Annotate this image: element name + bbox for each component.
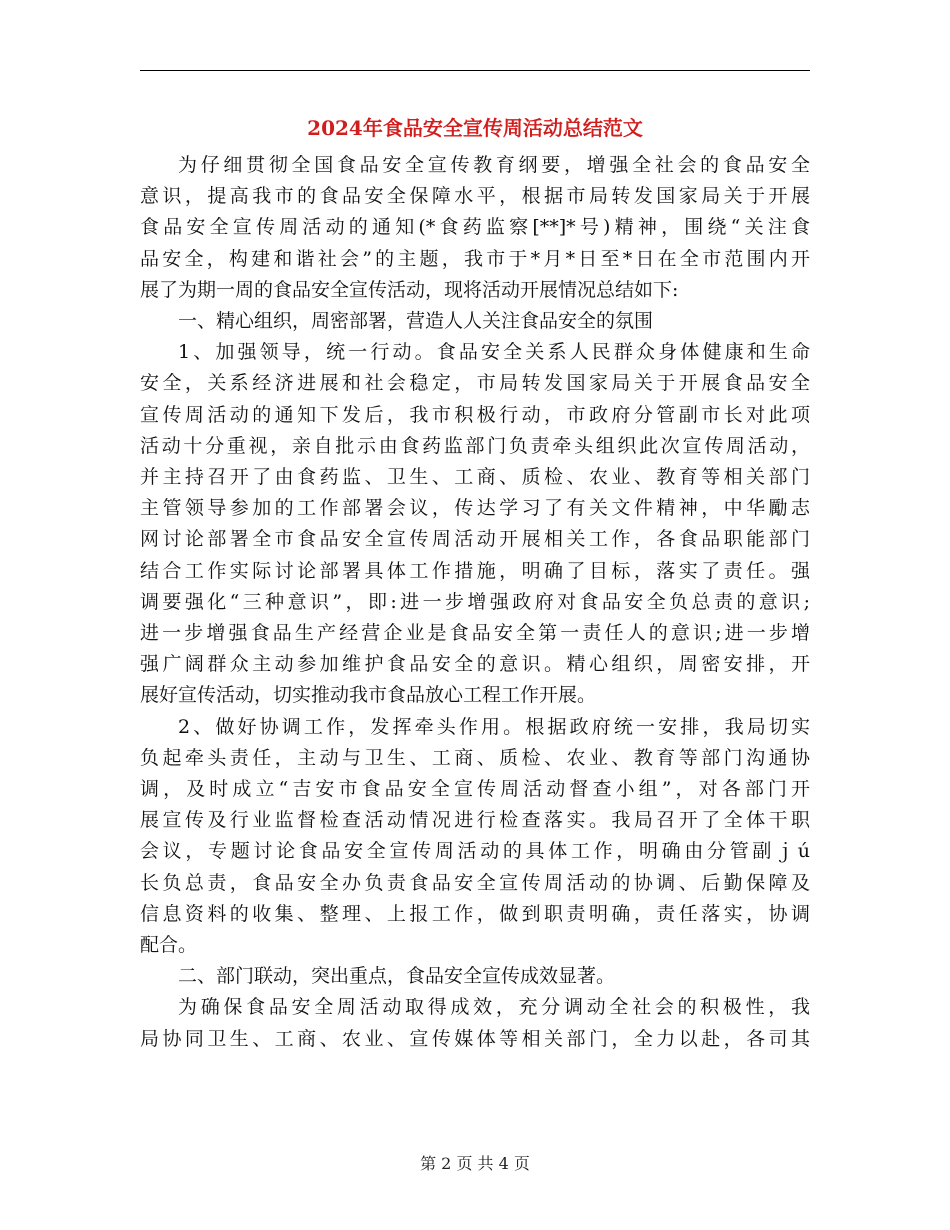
paragraph: [140, 992, 810, 1054]
text-line: 负起牵头责任，主动与卫生、工商、质检、农业、教育等部门沟通协: [140, 746, 810, 769]
text-line: 结合工作实际讨论部署具体工作措施，明确了目标，落实了责任。强: [140, 559, 810, 582]
text-line: 进一步增强食品生产经营企业是食品安全第一责任人的意识;进一步增: [140, 622, 810, 645]
page-number: 第 2 页 共 4 页: [420, 1154, 530, 1173]
text-line: 网讨论部署全市食品安全宣传周活动开展相关工作，各食品职能部门: [140, 528, 810, 551]
text-line: 会议，专题讨论食品安全宣传周活动的具体工作，明确由分管副ｊú: [140, 840, 810, 863]
text-line: 品安全，构建和谐社会”的主题，我市于*月*日至*日在全市范围内开: [140, 247, 810, 270]
text-line: 食品安全宣传周活动的通知(*食药监察[**]*号)精神，围绕“关注食: [140, 216, 810, 239]
header-rule: [140, 70, 810, 71]
text-line: 调要强化“三种意识”，即:进一步增强政府对食品安全负总责的意识;: [140, 590, 810, 613]
paragraph: [140, 150, 810, 306]
text-line: 信息资料的收集、整理、上报工作，做到职责明确，责任落实，协调: [140, 902, 810, 925]
text-line: 1、加强领导，统一行动。食品安全关系人民群众身体健康和生命: [178, 341, 810, 364]
paragraph: [140, 337, 810, 711]
text-line: 并主持召开了由食药监、卫生、工商、质检、农业、教育等相关部门: [140, 466, 810, 489]
document-title: 2024年食品安全宣传周活动总结范文: [307, 116, 643, 140]
text-line: 2、做好协调工作，发挥牵头作用。根据政府统一安排，我局切实: [178, 715, 810, 738]
text-line: 宣传周活动的通知下发后，我市积极行动，市政府分管副市长对此项: [140, 403, 810, 426]
text-line: 调，及时成立“吉安市食品安全宣传周活动督查小组”，对各部门开: [140, 778, 810, 801]
text-line: 展宣传及行业监督检查活动情况进行检查落实。我局召开了全体干职: [140, 809, 810, 832]
document-body: [140, 150, 810, 1055]
text-line: 展好宣传活动，切实推动我市食品放心工程工作开展。: [140, 684, 597, 707]
text-line: 局协同卫生、工商、农业、宣传媒体等相关部门，全力以赴，各司其: [140, 1027, 810, 1050]
text-line: 配合。: [140, 934, 198, 957]
text-line: 为确保食品安全周活动取得成效，充分调动全社会的积极性，我: [178, 996, 810, 1019]
text-line: 长负总责，食品安全办负责食品安全宣传周活动的协调、后勤保障及: [140, 871, 810, 894]
text-line: 一、精心组织，周密部署，营造人人关注食品安全的氛围: [178, 310, 654, 333]
section-heading: [140, 306, 810, 337]
text-line: 意识，提高我市的食品安全保障水平，根据市局转发国家局关于开展: [140, 185, 810, 208]
text-line: 主管领导参加的工作部署会议，传达学习了有关文件精神，中华勵志: [140, 497, 810, 520]
text-line: 活动十分重视，亲自批示由食药监部门负责牵头组织此次宣传周活动，: [140, 434, 810, 457]
text-line: 展了为期一周的食品安全宣传活动，现将活动开展情况总结如下:: [140, 278, 679, 301]
section-heading: [140, 961, 810, 992]
text-line: 安全，关系经济进展和社会稳定，市局转发国家局关于开展食品安全: [140, 372, 810, 395]
text-line: 为仔细贯彻全国食品安全宣传教育纲要，增强全社会的食品安全: [178, 154, 810, 176]
text-line: 强广阔群众主动参加维护食品安全的意识。精心组织，周密安排，开: [140, 653, 810, 676]
paragraph: [140, 712, 810, 962]
text-line: 二、部门联动，突出重点，食品安全宣传成效显著。: [178, 965, 616, 988]
